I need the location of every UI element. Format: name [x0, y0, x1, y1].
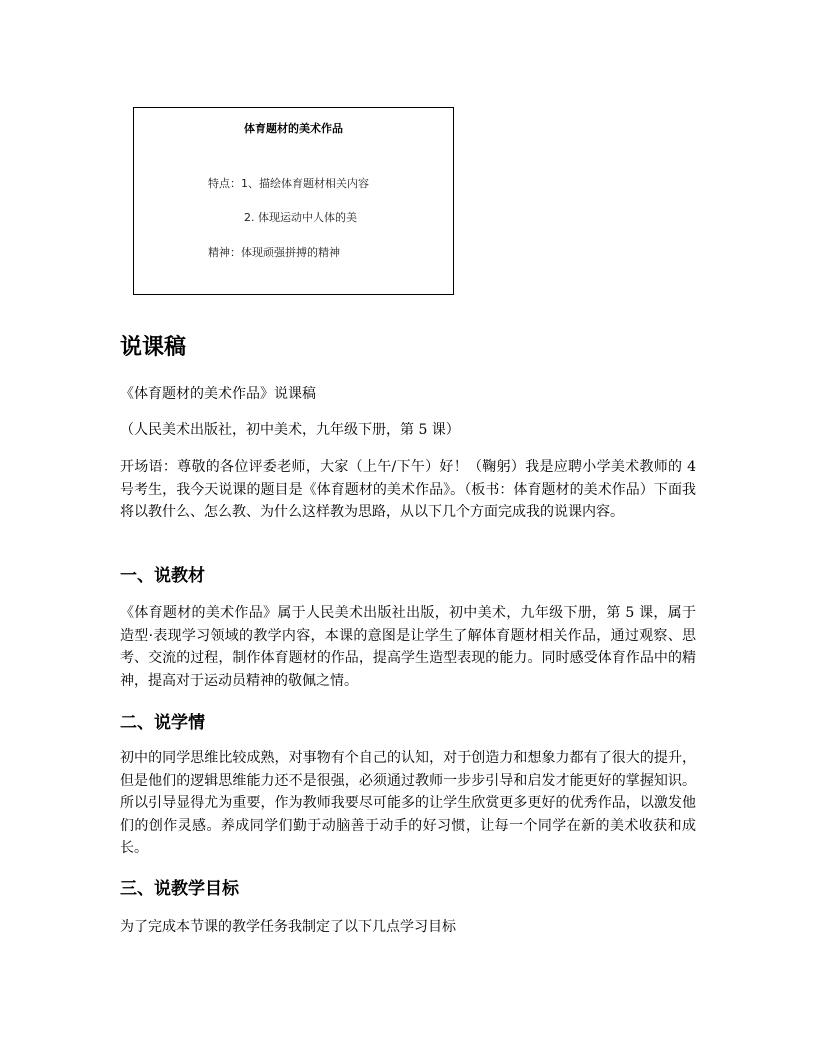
document-title: 说课稿: [120, 335, 187, 360]
board-feature-line-1: 特点：1、描绘体育题材相关内容: [208, 177, 369, 190]
publisher-info: （人民美术出版社，初中美术，九年级下册，第 5 课）: [120, 422, 460, 438]
lesson-subtitle: 《体育题材的美术作品》说课稿: [120, 386, 316, 402]
section-heading-objectives: 三、说教学目标: [120, 879, 239, 899]
opening-paragraph: 开场语：尊敬的各位评委老师，大家（上午/下午）好！（鞠躬）我是应聘小学美术教师的 4 号考生，我今天说课的题目是《体育题材的美术作品》。（板书：体育题材的美术作品）下面我将以教什么、怎么教、为什么这样教为思路，从以下几个方面完成我的说课内容。: [120, 459, 696, 520]
section-heading-students: 二、说学情: [120, 713, 205, 733]
board-spirit-line: 精神：体现顽强拼搏的精神: [208, 246, 340, 259]
section-body-students: 初中的同学思维比较成熟，对事物有个自己的认知，对于创造力和想象力都有了很大的提升，但是他们的逻辑思维能力还不是很强，必须通过教师一步步引导和启发才能更好的掌握知识。所以引导显得尤为重要，作为教师我要尽可能多的让学生欣赏更多更好的优秀作品，以激发他们的创作灵感。养成同学们勤于动脑善于动手的好习惯，让每一个同学在新的美术收获和成长。: [120, 750, 696, 856]
blackboard-design-image: [133, 107, 454, 295]
section-body-objectives: 为了完成本节课的教学任务我制定了以下几点学习目标: [120, 919, 456, 935]
board-title: 体育题材的美术作品: [244, 122, 343, 135]
section-body-textbook: 《体育题材的美术作品》属于人民美术出版社出版，初中美术，九年级下册，第 5 课，属于造型·表现学习领域的教学内容，本课的意图是让学生了解体育题材相关作品，通过观察、思考、交流的过程，制作体育题材的作品，提高学生造型表现的能力。同时感受体育作品中的精神，提高对于运动员精神的敬佩之情。: [120, 605, 696, 689]
section-heading-textbook: 一、说教材: [120, 566, 205, 586]
board-feature-line-2: 2. 体现运动中人体的美: [244, 211, 357, 224]
